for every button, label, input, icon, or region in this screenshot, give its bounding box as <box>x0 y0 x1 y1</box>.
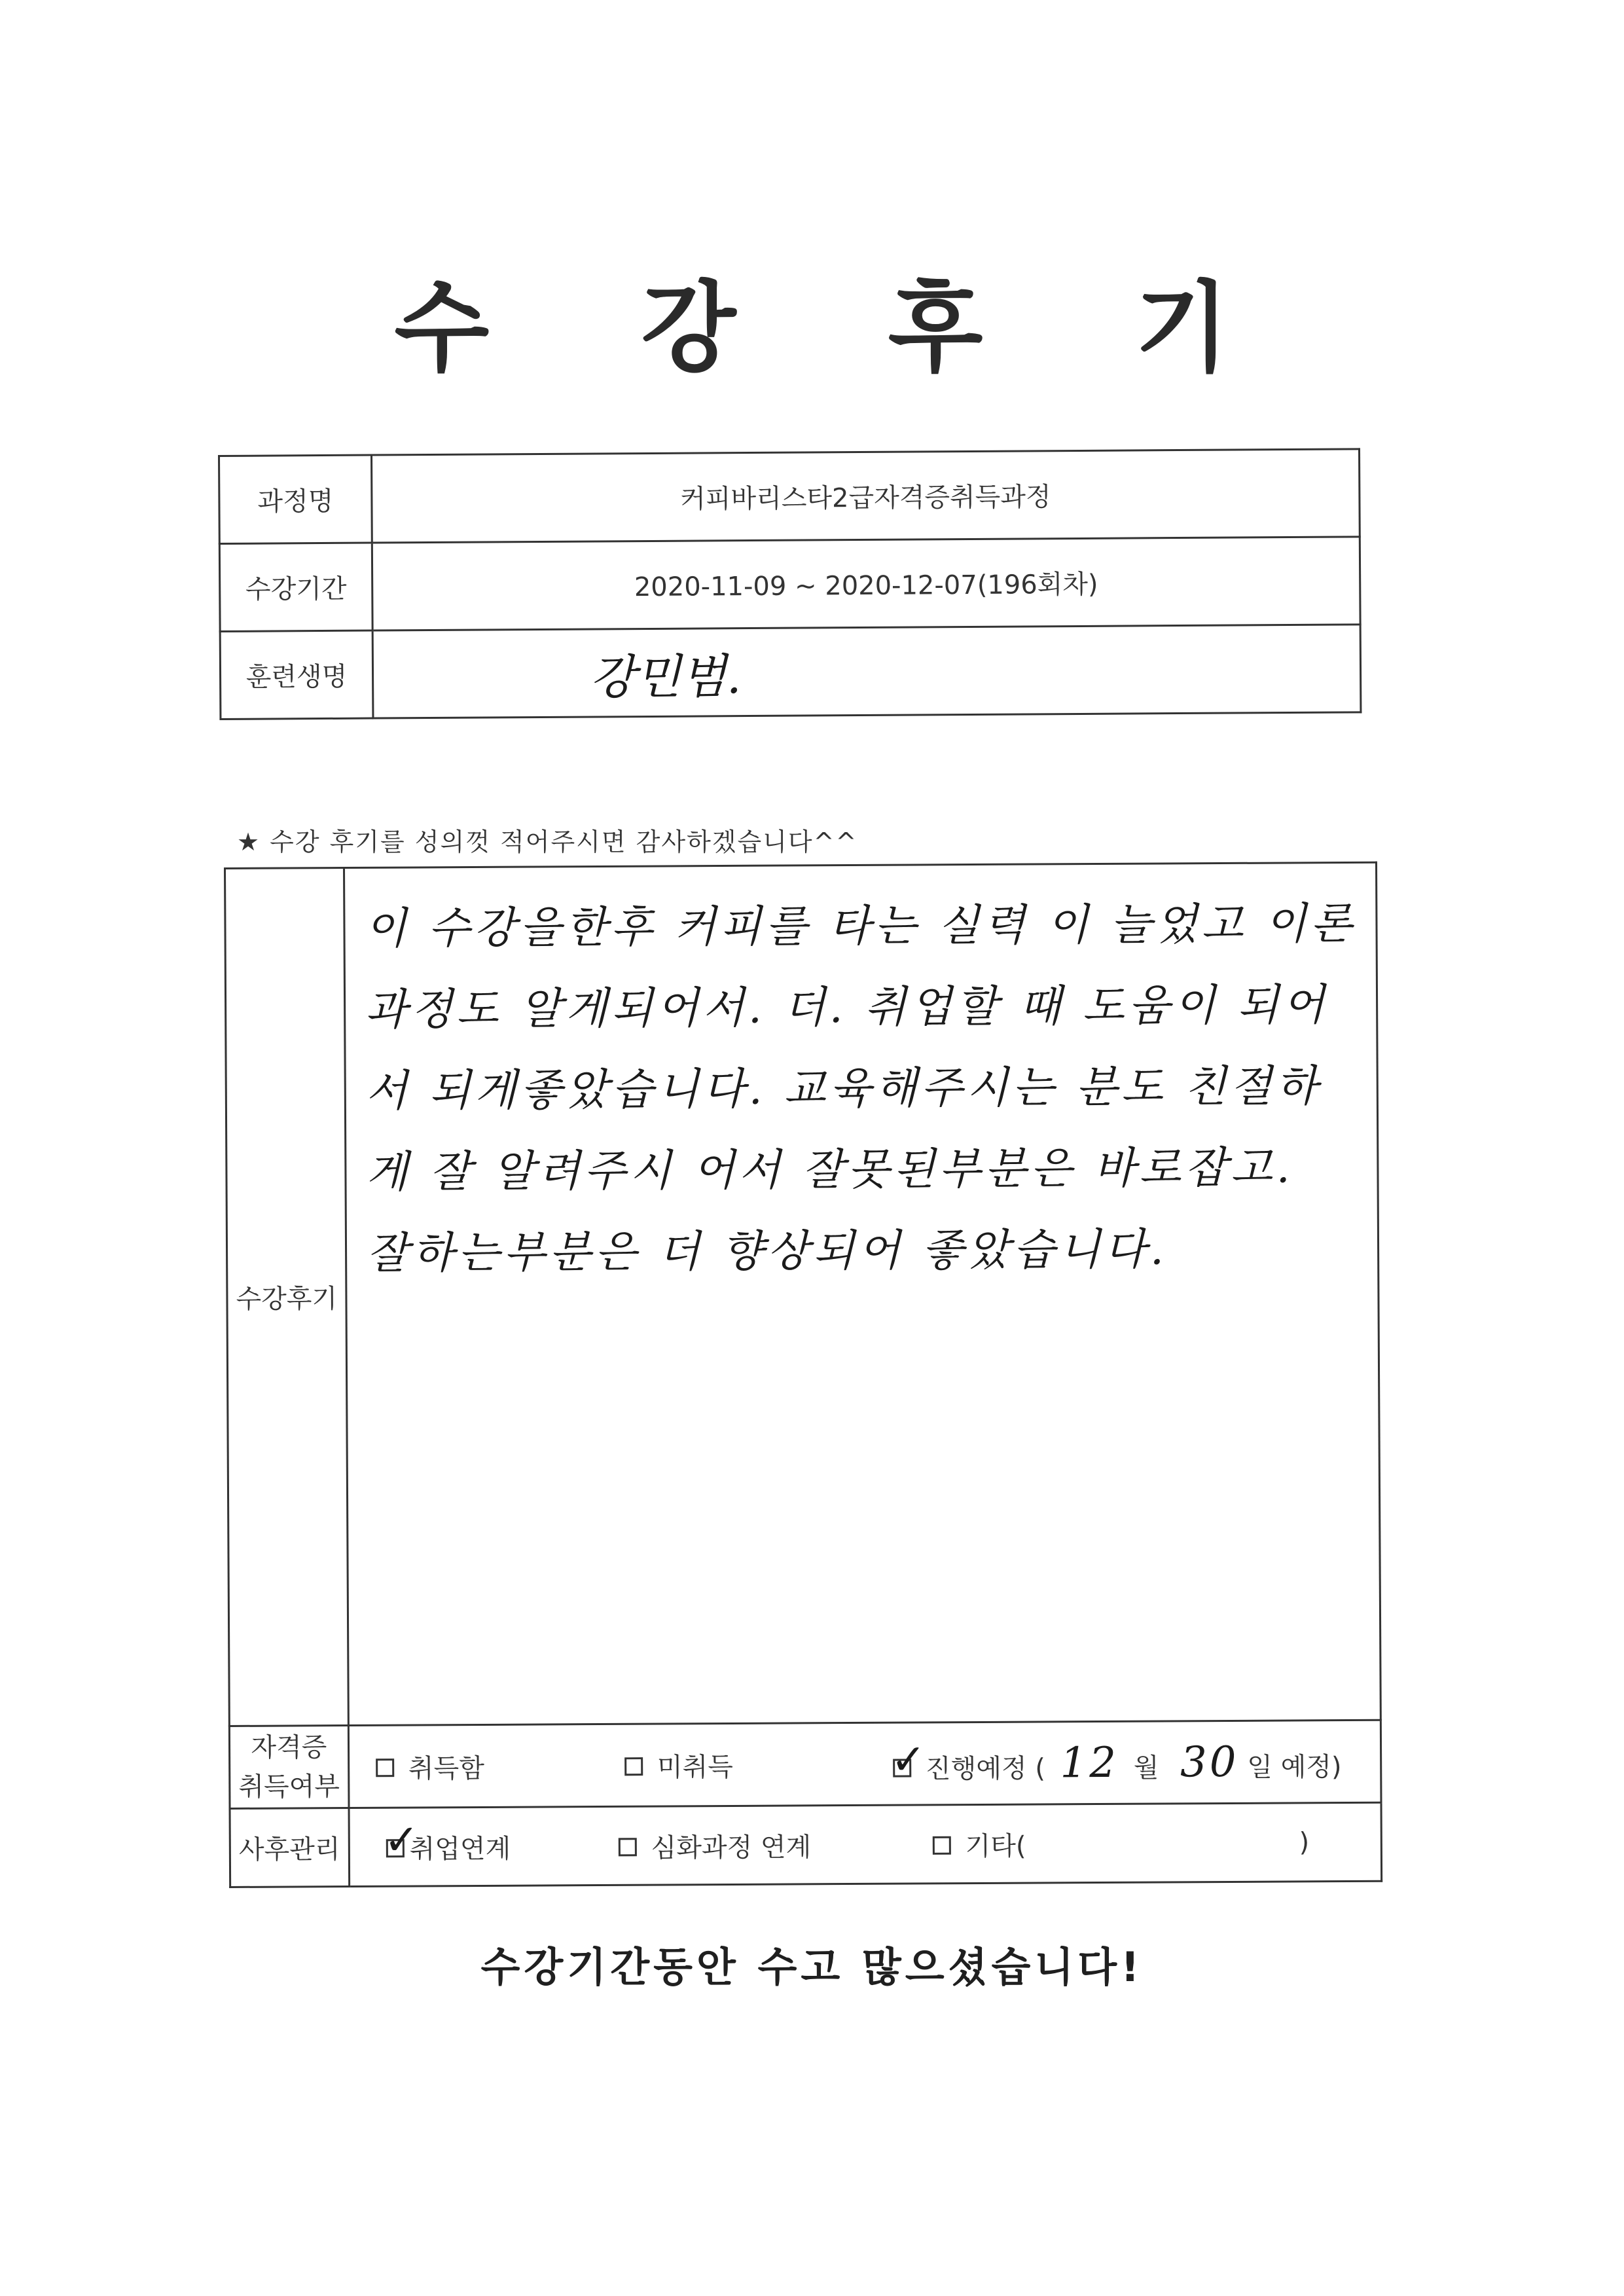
review-line: 잘하는부분은 더 향상되어 좋았습니다. <box>366 1224 1168 1279</box>
day-handwritten: 30 <box>1180 1738 1239 1787</box>
trainee-name-row <box>220 625 1361 720</box>
option-employment-label: 취업연계 <box>409 1833 511 1865</box>
aftercare-row <box>230 1802 1382 1887</box>
course-period-label: 수강기간 <box>219 543 372 631</box>
page-title: 수 강 후 기 <box>394 272 1289 386</box>
aftercare-label: 사후관리 <box>230 1808 349 1887</box>
aftercare-options <box>349 1802 1382 1886</box>
day-unit: 일 예정) <box>1247 1751 1342 1783</box>
notice-text: ★ 수강 후기를 성의껏 적어주시면 감사하겠습니다^^ <box>237 828 858 856</box>
checkbox-employment[interactable] <box>384 1815 420 1865</box>
trainee-name-handwritten: 강민범. <box>589 648 742 705</box>
review-content-area[interactable] <box>344 862 1380 1725</box>
certificate-label-line2: 취득여부 <box>238 1771 340 1802</box>
checkbox-not-acquired[interactable] <box>624 1757 643 1776</box>
course-period-value: 2020-11-09 ~ 2020-12-07(196회차) <box>372 537 1360 630</box>
checkmark-icon: ✓ <box>384 1815 420 1865</box>
review-line: 서 되게좋았습니다. 교육해주시는 분도 친절하 <box>365 1061 1322 1116</box>
checkbox-in-progress[interactable] <box>890 1735 926 1785</box>
course-info-table <box>218 448 1362 720</box>
review-table <box>224 862 1382 1888</box>
option-not-acquired[interactable] <box>624 1746 733 1784</box>
option-other-label: 기타( <box>965 1831 1026 1862</box>
month-handwritten: 12 <box>1060 1738 1119 1787</box>
option-advanced-course-label: 심화과정 연계 <box>651 1832 812 1863</box>
option-not-acquired-label: 미취득 <box>657 1751 734 1783</box>
course-name-label: 과정명 <box>219 455 372 543</box>
option-in-progress-label: 진행예정 ( <box>925 1753 1045 1784</box>
footer-message: 수강기간동안 수고 많으셨습니다! <box>480 1943 1144 1991</box>
review-handwritten-text <box>345 864 1378 1294</box>
trainee-name-cell[interactable] <box>372 625 1361 718</box>
review-label: 수강후기 <box>225 868 349 1726</box>
checkbox-acquired[interactable] <box>376 1758 394 1777</box>
review-line: 이 수강을한후 커피를 타는 실력 이 늘었고 이론 <box>365 898 1356 954</box>
option-acquired-label: 취득함 <box>408 1753 485 1784</box>
option-acquired[interactable] <box>376 1747 484 1785</box>
review-row <box>225 862 1381 1726</box>
checkbox-advanced-course[interactable] <box>619 1838 637 1856</box>
month-unit: 월 <box>1133 1753 1159 1783</box>
review-line: 과정도 알게되어서. 더. 취업할 때 도움이 되어 <box>365 979 1329 1035</box>
option-in-progress[interactable] <box>890 1735 1342 1789</box>
option-employment[interactable] <box>384 1815 511 1866</box>
option-other[interactable] <box>932 1825 1026 1863</box>
trainee-name-label: 훈련생명 <box>220 630 373 719</box>
certificate-row <box>229 1720 1381 1808</box>
course-name-value: 커피바리스타2급자격증취득과정 <box>372 449 1360 543</box>
certificate-options <box>348 1720 1381 1808</box>
option-other-close: ) <box>1299 1827 1310 1857</box>
review-line: 게 잘 알려주시 어서 잘못된부분은 바로잡고. <box>366 1142 1294 1197</box>
certificate-label <box>229 1726 348 1809</box>
course-name-row <box>219 449 1360 544</box>
certificate-label-line1: 자격증 <box>251 1732 327 1763</box>
option-advanced-course[interactable] <box>618 1826 811 1865</box>
checkbox-other[interactable] <box>933 1836 951 1854</box>
course-period-row <box>219 537 1360 632</box>
checkmark-icon: ✓ <box>890 1735 926 1785</box>
